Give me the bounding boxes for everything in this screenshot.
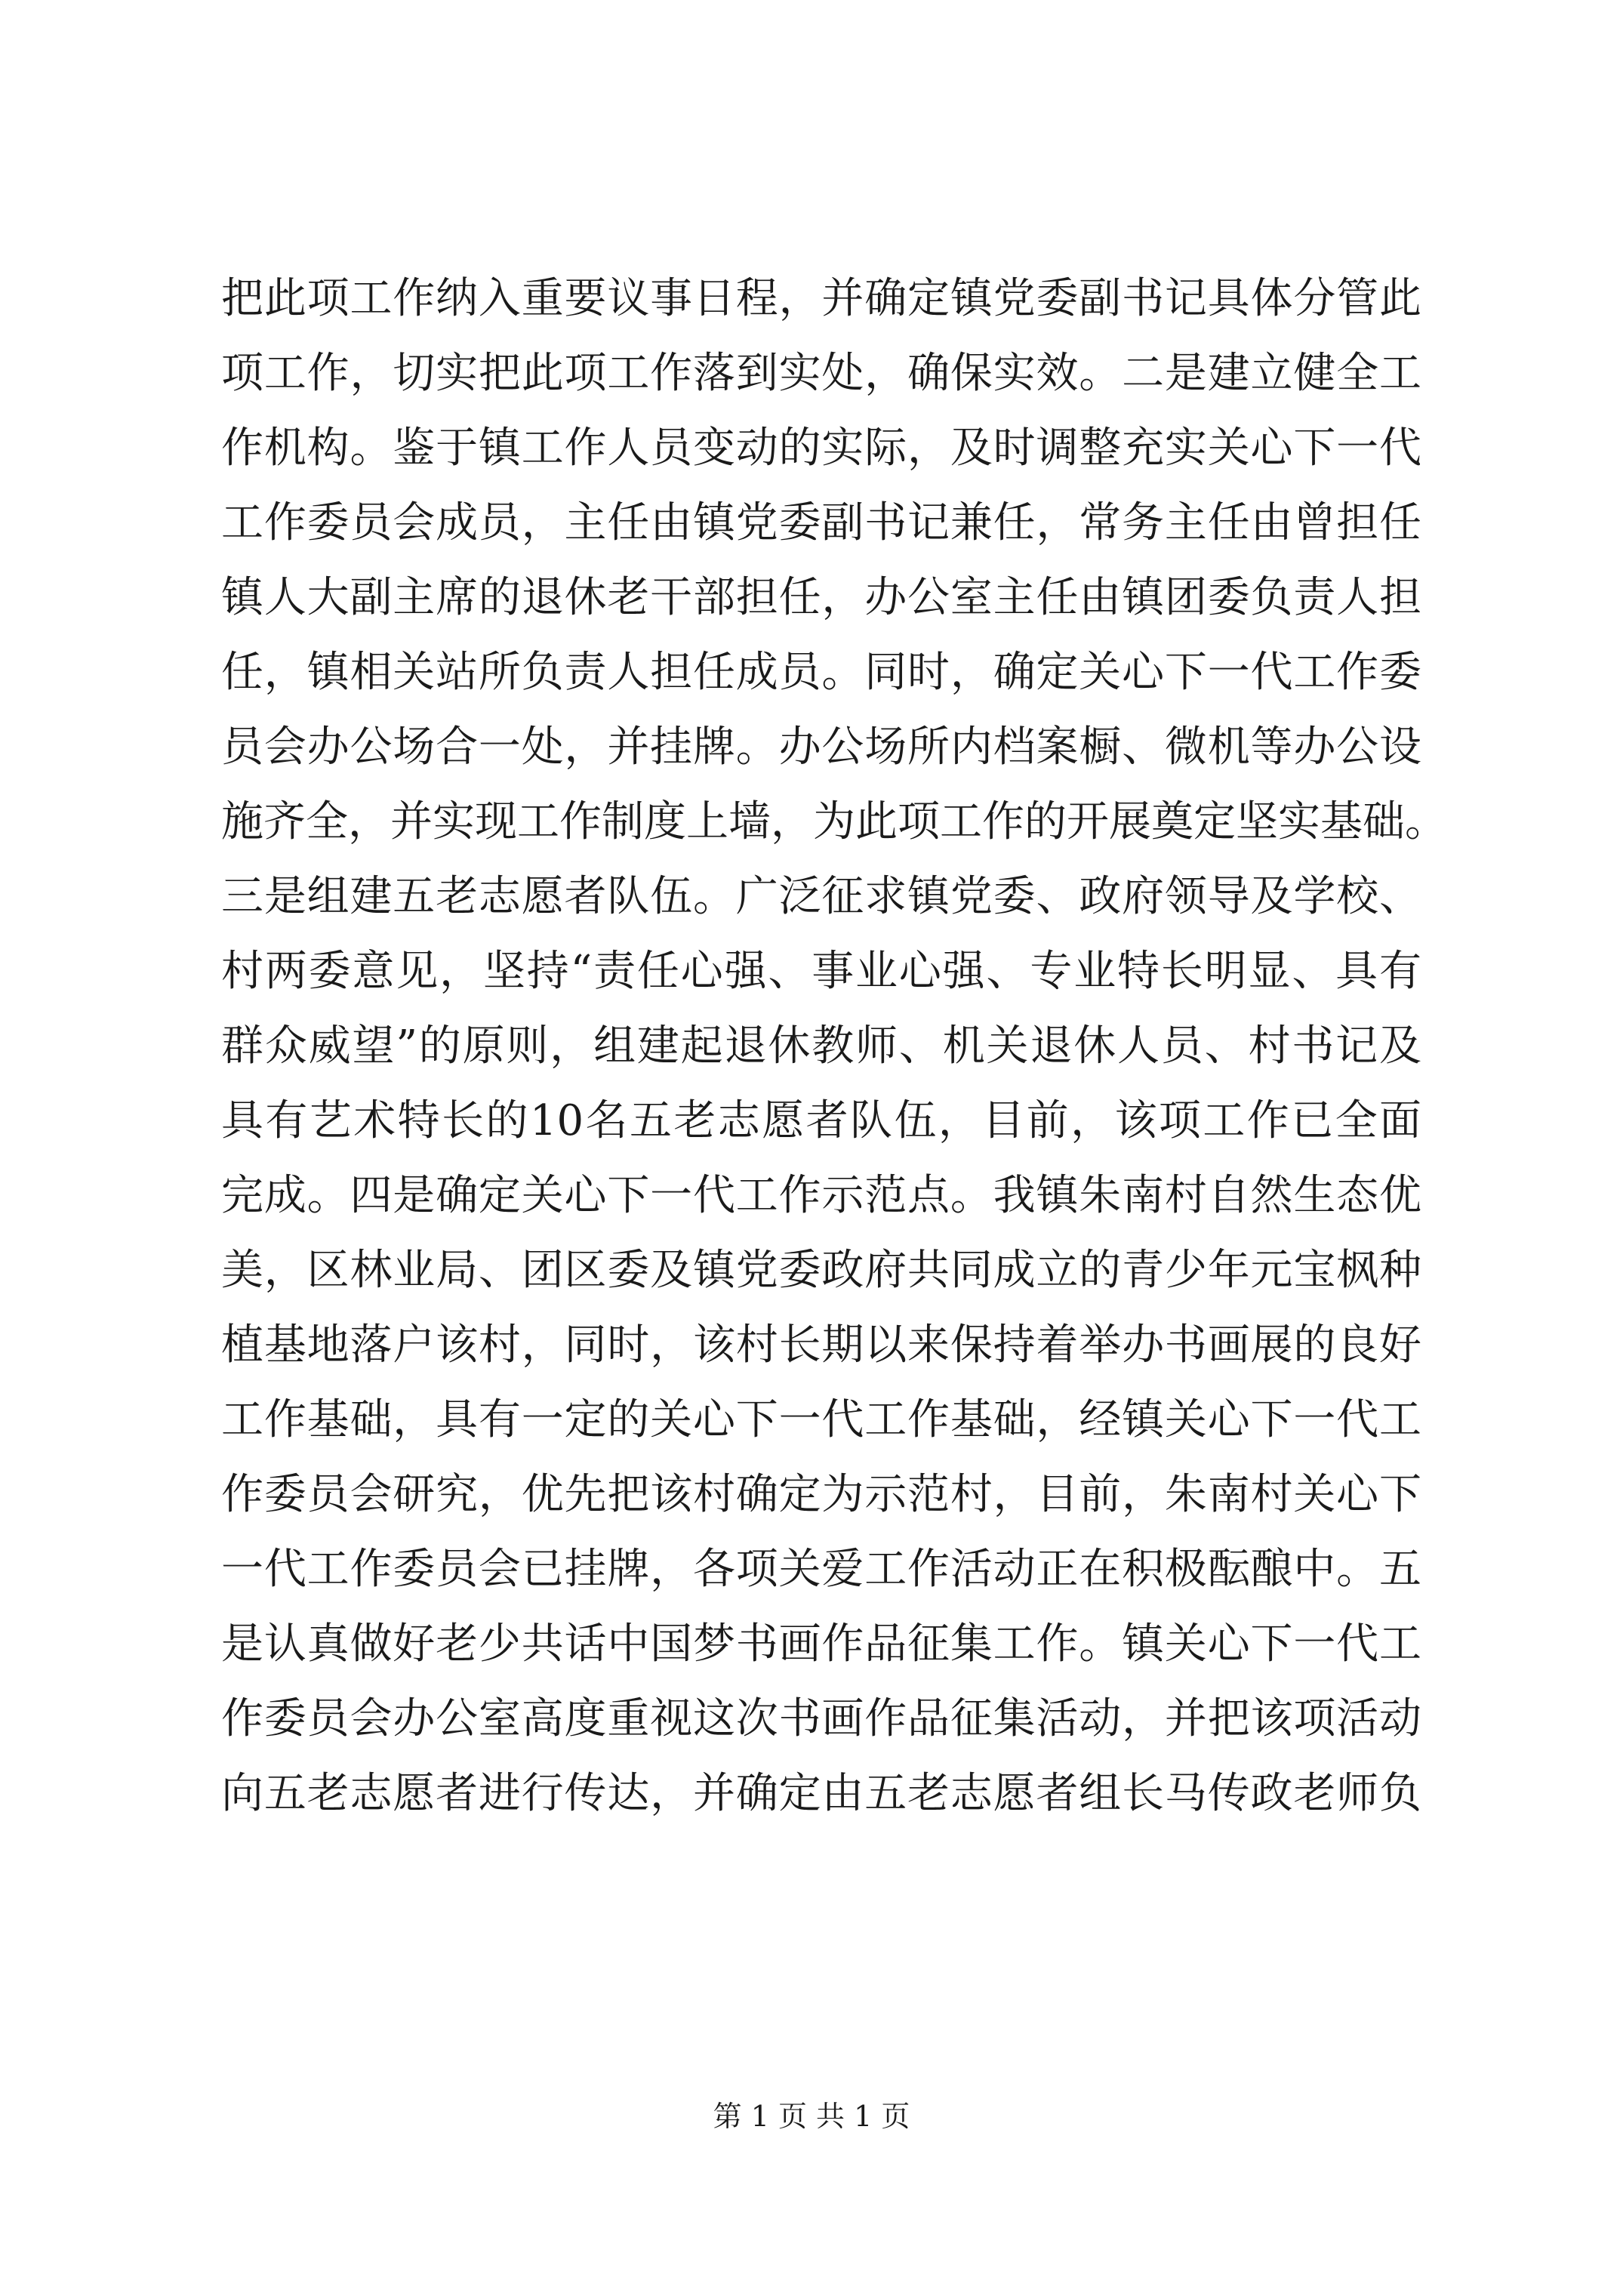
text-line: 项工作，切实把此项工作落到实处，确保实效。二是建立健全工 <box>221 349 1421 398</box>
text-line: 施齐全，并实现工作制度上墙，为此项工作的开展奠定坚实基础。 <box>221 797 1447 846</box>
text-line: 群众威望”的原则，组建起退休教师、机关退休人员、村书记及 <box>221 1022 1421 1071</box>
text-line: 完成。四是确定关心下一代工作示范点。我镇朱南村自然生态优 <box>221 1171 1421 1220</box>
page-footer: 第 1 页 共 1 页 <box>713 2100 910 2133</box>
text-line: 作机构。鉴于镇工作人员变动的实际，及时调整充实关心下一代 <box>221 424 1421 473</box>
body-text <box>221 261 1447 1831</box>
text-line: 工作基础，具有一定的关心下一代工作基础，经镇关心下一代工 <box>221 1395 1421 1444</box>
text-line: 任，镇相关站所负责人担任成员。同时，确定关心下一代工作委 <box>221 648 1421 697</box>
text-line: 美，区林业局、团区委及镇党委政府共同成立的青少年元宝枫种 <box>221 1246 1421 1295</box>
text-line: 工作委员会成员，主任由镇党委副书记兼任，常务主任由曾担任 <box>221 498 1421 547</box>
text-line: 村两委意见，坚持“责任心强、事业心强、专业特长明显、具有 <box>221 947 1421 996</box>
text-line: 植基地落户该村，同时，该村长期以来保持着举办书画展的良好 <box>221 1321 1421 1370</box>
text-line: 向五老志愿者进行传达，并确定由五老志愿者组长马传政老师负 <box>221 1769 1421 1818</box>
text-line: 员会办公场合一处，并挂牌。办公场所内档案橱、微机等办公设 <box>221 723 1421 772</box>
text-line: 一代工作委员会已挂牌，各项关爱工作活动正在积极酝酿中。五 <box>221 1545 1421 1594</box>
text-line: 镇人大副主席的退休老干部担任，办公室主任由镇团委负责人担 <box>221 573 1421 622</box>
text-line: 具有艺术特长的10名五老志愿者队伍，目前，该项工作已全面 <box>221 1096 1421 1145</box>
text-line: 作委员会办公室高度重视这次书画作品征集活动，并把该项活动 <box>221 1694 1421 1743</box>
text-line: 把此项工作纳入重要议事日程，并确定镇党委副书记具体分管此 <box>221 274 1421 323</box>
text-line: 是认真做好老少共话中国梦书画作品征集工作。镇关心下一代工 <box>221 1620 1421 1669</box>
text-line: 作委员会研究，优先把该村确定为示范村，目前，朱南村关心下 <box>221 1470 1421 1519</box>
text-line: 三是组建五老志愿者队伍。广泛征求镇党委、政府领导及学校、 <box>221 872 1421 921</box>
